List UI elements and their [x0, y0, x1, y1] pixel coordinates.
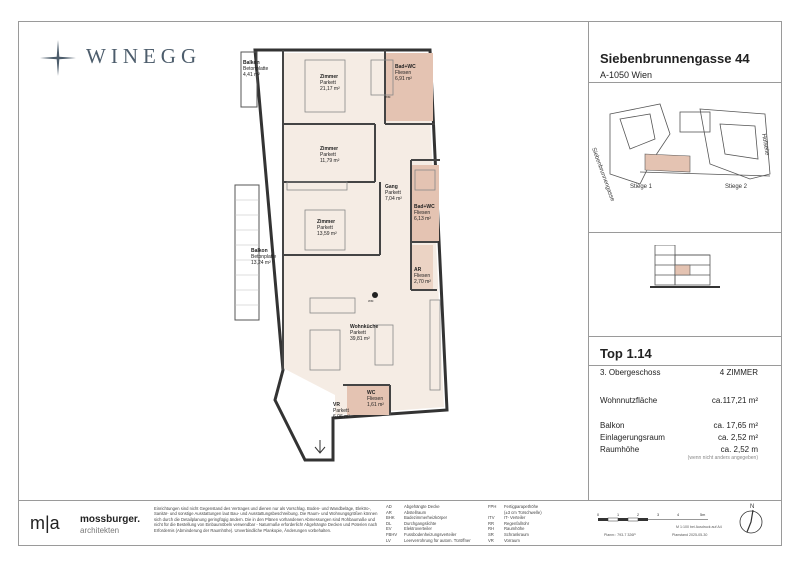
room-floor: Betonplatte: [243, 66, 269, 72]
unit-floor: 3. Obergeschoss: [600, 368, 661, 377]
room-area: 6,06 m²: [333, 414, 350, 420]
room-name: VR: [333, 402, 340, 408]
room-floor: Parkett: [320, 152, 336, 158]
stair-1-label: Stiege 1: [630, 184, 653, 190]
room-floor: Fliesen: [367, 396, 384, 402]
building-elevation: [640, 245, 730, 305]
wm-label-2: WM: [385, 95, 391, 99]
brand-name: WINEGG: [86, 44, 202, 68]
address-street: Siebenbrunnengasse 44: [600, 51, 750, 66]
legend-row: ITV IT- Verteiler: [488, 515, 526, 521]
architect-mark: m|a: [30, 513, 60, 533]
legend-row: BHK Badezimmerheizkörper: [386, 515, 448, 521]
room-name: Gang: [385, 184, 398, 190]
living-area-label: Wohnnutzfläche: [600, 396, 658, 405]
scale-bar: [596, 512, 716, 532]
right-panel-divider: [588, 21, 589, 501]
site-unit-highlight: [645, 154, 690, 172]
legend-row: RR Regenfallrohr: [488, 520, 530, 526]
legend-row: AD Abgehängte Decke: [386, 504, 440, 509]
legend-row: FPH Fertigparapethöhe: [488, 504, 539, 509]
plan-date: Planstand 2025-05-30: [672, 533, 708, 537]
room-area: 7,04 m²: [385, 196, 402, 202]
legend-row: LV Leerverrohrung für autom. Türöffner: [386, 537, 471, 543]
north-label: N: [750, 504, 755, 510]
room-name: Zimmer: [317, 219, 336, 225]
scale-tick: 0: [597, 513, 600, 517]
storage-value: ca. 2,52 m²: [717, 433, 758, 442]
room-name: Zimmer: [320, 146, 339, 152]
room-floor: Parkett: [333, 408, 349, 414]
room-area: 1,61 m²: [367, 402, 384, 408]
elevation-divider: [588, 336, 782, 337]
room-area: 21,17 m²: [320, 86, 340, 92]
room-area: 4,41 m²: [243, 72, 260, 78]
room-name: Bad+WC: [414, 204, 435, 210]
scale-tick: 5m: [700, 513, 706, 517]
room-area: 2,70 m²: [414, 279, 431, 285]
room-area: 6,13 m²: [414, 216, 431, 222]
floor-plan: [225, 40, 475, 470]
room-name: Bad+WC: [395, 64, 416, 70]
elevation-unit-highlight: [675, 265, 690, 275]
room-name: Wohnküche: [350, 324, 379, 330]
living-area-value: ca.117,21 m²: [711, 396, 758, 405]
room-floor: Parkett: [317, 225, 333, 231]
brand-star-icon: [40, 40, 76, 76]
room-floor: Fliesen: [414, 210, 431, 216]
address-city: A-1050 Wien: [600, 70, 653, 80]
footer-divider: [18, 500, 782, 501]
room-name: WC: [367, 390, 376, 396]
scale-tick: 1: [617, 513, 620, 517]
legend-right: [488, 504, 542, 543]
street-label-1: Siebenbrunnengasse: [590, 146, 616, 203]
room-name: Balkon: [251, 248, 268, 254]
plan-number: Plannr.: 793-7 326P: [604, 533, 636, 537]
room-name: Zimmer: [320, 74, 339, 80]
room-floor: Betonplatte: [251, 254, 277, 260]
storage-label: Einlagerungsraum: [600, 433, 665, 442]
scale-tick: 4: [677, 513, 680, 517]
room-name: AR: [414, 267, 422, 273]
legend-row: FBHV Fussbodenheizungsverteiler: [386, 531, 457, 537]
stair-2-label: Stiege 2: [725, 184, 748, 190]
legend-row: RH Raumhöhe: [488, 526, 525, 532]
scale-note: M 1:100 bei Ausdruck auf A4: [676, 525, 722, 529]
room-floor: Fliesen: [395, 70, 412, 76]
scale-tick: 2: [637, 513, 640, 517]
room-area: 11,79 m²: [320, 158, 340, 164]
balcony-value: ca. 17,65 m²: [713, 421, 758, 430]
architect-sub: architekten: [80, 526, 120, 535]
unit-id: Top 1.14: [600, 346, 652, 361]
room-area: 13,59 m²: [317, 231, 337, 237]
room-area: 13,24 m²: [251, 260, 271, 266]
room-area: 39,81 m²: [350, 336, 370, 342]
height-value: ca. 2,52 m: [720, 445, 758, 454]
column-marker: [372, 292, 378, 298]
scale-tick: 3: [657, 513, 660, 517]
room-area: 6,91 m²: [395, 76, 412, 82]
north-arrow-icon: [736, 502, 766, 538]
legend-row: (±3 cm Türschwelle): [504, 509, 542, 515]
room-floor: Parkett: [385, 190, 401, 196]
architect-name: mossburger.: [80, 514, 141, 525]
street-label-2: Hofseite: [760, 133, 770, 157]
unit-rooms: 4 ZIMMER: [719, 368, 758, 377]
unit-id-divider: [588, 365, 782, 366]
room-name: Balkon: [243, 60, 260, 66]
legend-row: DL Durchgangslichte: [386, 520, 437, 526]
wm-label: WM: [368, 299, 374, 303]
legend-row: VR Vorraum: [488, 537, 520, 543]
height-label: Raumhöhe: [600, 445, 640, 454]
room-floor: Parkett: [320, 80, 336, 86]
legend-left: [386, 504, 471, 543]
legend-row: SR Schrankraum: [488, 531, 529, 537]
height-note: (wenn nicht anders angegeben): [687, 455, 758, 461]
siteplan-divider: [588, 232, 782, 233]
address-divider: [588, 82, 782, 83]
room-floor: Fliesen: [414, 273, 431, 279]
room-floor: Parkett: [350, 330, 366, 336]
balcony-label: Balkon: [600, 421, 625, 430]
legend-row: AR Abstellraum: [386, 509, 427, 515]
disclaimer-text: Einrichtungen sind nicht Gegenstand des Vertrages und dienen nur als Vorschlag. Boden- und Wandbeläge, Elektro-, Sanitär- und sonstige Ausstattungen laut Bau- und Ausstattungsbeschreibung. Die Raum- und Wohnungsgrößen können sich durch die Detailplanung geringfügig ändern. Die in den Plänen vorhandenen Abmessungen sind Rohbaumaße und nicht für die Bestellung von Einbaumöbeln verwendbar - Naturmaße erforderlich! Abgehängte Decken und Poterien nach Erfordernis (Abminderung der Raumhöhe). Unverbindliche Plankopie, Änderungen vorbehalten.: [154, 506, 378, 533]
legend-row: EV Elektroverteiler: [386, 526, 432, 532]
site-plan: [590, 94, 780, 204]
